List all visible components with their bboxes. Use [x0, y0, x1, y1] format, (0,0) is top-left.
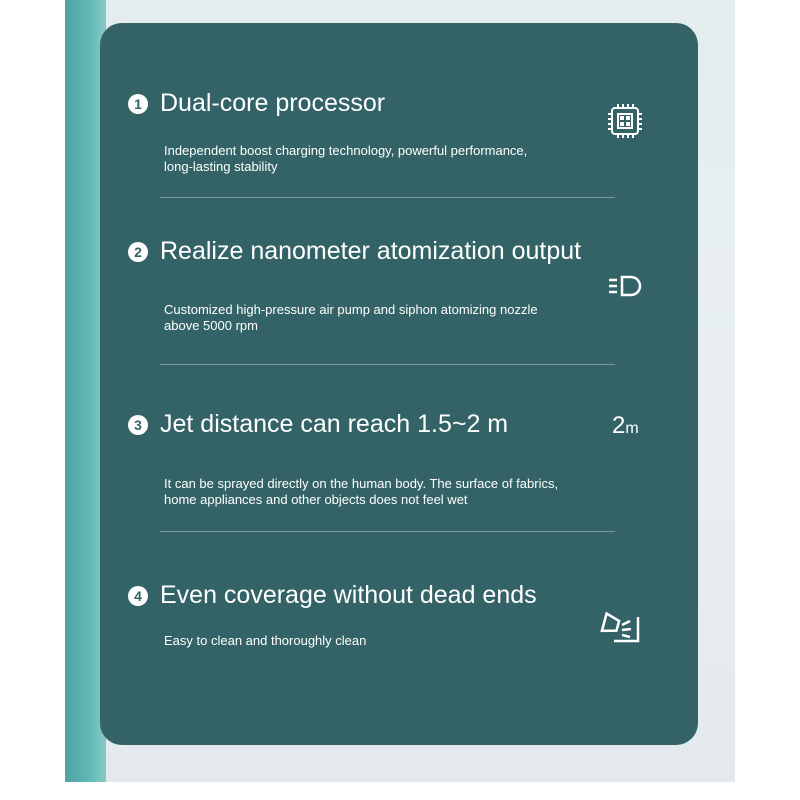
feature-description: Easy to clean and thoroughly clean: [164, 633, 367, 648]
divider: [160, 197, 615, 198]
divider: [160, 531, 615, 532]
number-badge: 3: [128, 415, 148, 435]
divider: [160, 364, 615, 365]
distance-icon-unit: m: [625, 420, 639, 437]
feature-description: Customized high-pressure air pump and siphon atomizing nozzle above 5000 rpm: [164, 302, 538, 333]
distance-icon: [612, 414, 639, 441]
spray-coverage-icon: [600, 611, 642, 643]
number-badge: 4: [128, 586, 148, 606]
feature-title: [128, 581, 537, 610]
feature-title-text: Jet distance can reach 1.5~2 m: [160, 410, 509, 438]
feature-description: Independent boost charging technology, powerful performance, long-lasting stability: [164, 143, 528, 174]
number-badge: 1: [128, 94, 148, 114]
distance-icon-value: 2: [612, 412, 626, 439]
number-badge: 2: [128, 242, 148, 262]
feature-title: [128, 237, 581, 266]
feature-title-text: Even coverage without dead ends: [160, 581, 537, 609]
feature-title: [128, 89, 385, 118]
chip-icon: [607, 103, 643, 139]
feature-title-text: Dual-core processor: [160, 89, 386, 117]
air-pump-icon: [607, 274, 645, 298]
features-card: [100, 23, 698, 745]
feature-description: It can be sprayed directly on the human body. The surface of fabrics, home appliances and other objects does not feel wet: [164, 476, 559, 507]
feature-title: [128, 410, 508, 439]
feature-title-text: Realize nanometer atomization output: [160, 237, 582, 265]
